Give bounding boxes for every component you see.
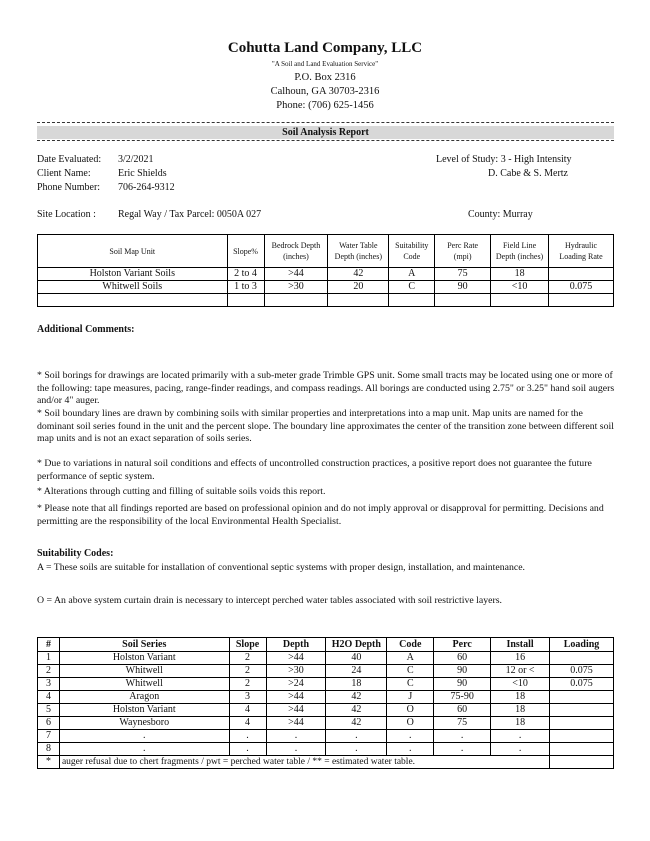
comment-item: * Due to variations in natural soil conditions and effects of uncontrolled construction practices, a positive report does not guarantee the future performance of septic system. [37,458,592,482]
cell-h2o: 42 [326,704,387,717]
col-header-bedrock: Bedrock Depth (inches) [264,235,328,268]
cell-install: <10 [491,678,550,691]
note-mark: * [38,756,60,769]
cell-h2o: 24 [326,665,387,678]
cell-code: A [387,652,434,665]
county: County: Murray [468,209,533,220]
table-row [38,678,614,691]
cell-perc: 90 [434,665,491,678]
cell-perc: 60 [434,652,491,665]
divider [37,122,614,123]
cell-install: 18 [491,717,550,730]
col-header-field-line: Field Line Depth (inches) [491,235,549,268]
cell-h2o: 18 [326,678,387,691]
cell-series: . [59,730,229,743]
comments-heading: Additional Comments: [37,324,135,335]
cell-perc: 75 [434,717,491,730]
col-header-install: Install [491,638,550,652]
cell-h2o: . [326,743,387,756]
cell-code: C [389,281,435,294]
phone-value: 706-264-9312 [118,182,175,193]
comment-item: * Alterations through cutting and filling of suitable soils voids this report. [37,486,326,497]
cell-unit: Whitwell Soils [38,281,228,294]
cell-loading [550,704,614,717]
table-header-row [38,235,614,268]
client-label: Client Name: [37,168,91,179]
col-header-hydraulic: Hydraulic Loading Rate [549,235,614,268]
cell-loading: 0.075 [550,678,614,691]
cell-h2o: 40 [326,652,387,665]
table-row [38,281,614,294]
divider [37,140,614,141]
cell-loading [549,268,614,281]
cell-series: Waynesboro [59,717,229,730]
col-header-water-table: Water Table Depth (inches) [328,235,389,268]
table-row [38,717,614,730]
cell-install: 12 or < [491,665,550,678]
cell-water: 20 [328,281,389,294]
cell-depth: >44 [266,717,326,730]
cell-h2o: . [326,730,387,743]
cell-slope: 4 [229,704,266,717]
client-value: Eric Shields [118,168,167,179]
cell-install: . [491,730,550,743]
level-of-study: Level of Study: 3 - High Intensity [436,154,572,165]
cell-install: . [491,743,550,756]
cell-num: 1 [38,652,60,665]
cell-series: . [59,743,229,756]
date-label: Date Evaluated: [37,154,102,165]
col-header-num: # [38,638,60,652]
comment-item: * Soil boundary lines are drawn by combining soils with similar properties and interpretations into a map unit. Map units are named for the dominant soil series found in the unit and the percent slope. The boundary line approximates the center of the transition zone between different soil map units and is not an exact separation of soils series. [37,408,614,444]
col-header-unit: Soil Map Unit [38,235,228,268]
table-row [38,665,614,678]
cell-loading [550,652,614,665]
cell-loading [550,691,614,704]
cell-perc: 90 [434,678,491,691]
cell-h2o: 42 [326,691,387,704]
cell-field: 18 [491,268,549,281]
cell-loading [550,717,614,730]
cell-perc: 60 [434,704,491,717]
col-header-series: Soil Series [59,638,229,652]
address-line-2: Calhoun, GA 30703-2316 [270,86,380,97]
cell-num: 2 [38,665,60,678]
cell-depth: . [266,730,326,743]
cell-code: O [387,704,434,717]
cell-num: 3 [38,678,60,691]
cell-loading: 0.075 [549,281,614,294]
table-row [38,730,614,743]
cell-depth: >30 [266,665,326,678]
cell-perc: 90 [435,281,491,294]
suitability-code-a: A = These soils are suitable for installation of conventional septic systems with proper design, installation, and maintenance. [37,562,526,573]
cell-code: C [387,665,434,678]
cell-loading: 0.075 [550,665,614,678]
cell-slope: 2 [229,652,266,665]
table-row [38,268,614,281]
date-value: 3/2/2021 [118,154,154,165]
cell-series: Holston Variant [59,704,229,717]
cell-install: 16 [491,652,550,665]
cell-num: 4 [38,691,60,704]
suitability-code-o: O = An above system curtain drain is necessary to intercept perched water tables associated with soil restrictive layers. [37,595,503,606]
cell-code: O [387,717,434,730]
cell-series: Aragon [59,691,229,704]
cell-loading [550,730,614,743]
cell-h2o: 42 [326,717,387,730]
col-header-perc: Perc [434,638,491,652]
cell-code: J [387,691,434,704]
cell-num: 5 [38,704,60,717]
cell-install: 18 [491,704,550,717]
col-header-slope: Slope% [227,235,264,268]
cell-depth: >44 [266,652,326,665]
col-header-depth: Depth [266,638,326,652]
cell-perc: 75-90 [434,691,491,704]
cell-slope: . [229,730,266,743]
site-label: Site Location : [37,209,96,220]
cell-slope: . [229,743,266,756]
suitability-heading: Suitability Codes: [37,548,114,559]
company-phone: Phone: (706) 625-1456 [276,100,374,111]
col-header-loading: Loading [550,638,614,652]
table-row [38,691,614,704]
table-note-row [38,756,614,769]
cell-depth: >44 [266,704,326,717]
cell-unit: Holston Variant Soils [38,268,228,281]
cell-code: A [389,268,435,281]
cell-install: 18 [491,691,550,704]
comment-item: * Please note that all findings reported are based on professional opinion and do not imply approval or disapproval for permitting. Decisions and permitting are the responsibility of the local Environmental Health Specialist. [37,503,604,527]
table-row [38,652,614,665]
report-title: Soil Analysis Report [37,126,614,139]
col-header-suitability: Suitability Code [389,235,435,268]
cell-num: 6 [38,717,60,730]
cell-series: Whitwell [59,678,229,691]
cell-depth: >24 [266,678,326,691]
evaluators: D. Cabe & S. Mertz [488,168,568,179]
col-header-perc: Perc Rate (mpi) [435,235,491,268]
cell-code: C [387,678,434,691]
cell-slope: 2 [229,678,266,691]
soil-map-unit-table [37,234,614,307]
cell-depth: . [266,743,326,756]
cell-num: 8 [38,743,60,756]
table-note: auger refusal due to chert fragments / pwt = perched water table / ** = estimated water table. [59,756,549,769]
col-header-h2o-depth: H2O Depth [326,638,387,652]
table-header-row [38,638,614,652]
cell-code: . [387,730,434,743]
comment-item: * Soil borings for drawings are located primarily with a sub-meter grade Trimble GPS unit. Some small tracts may be located using one or more of the following: tape measures, pacing, range-finder readings, and compass readings. All borings are conducted using 2.75" or 3.25" hand soil augers and/or 4" auger. [37,370,615,406]
cell-depth: >44 [266,691,326,704]
cell-slope: 4 [229,717,266,730]
site-value: Regal Way / Tax Parcel: 0050A 027 [118,209,262,220]
cell-perc: . [434,730,491,743]
cell-num: 7 [38,730,60,743]
cell-series: Whitwell [59,665,229,678]
cell-series: Holston Variant [59,652,229,665]
cell-code: . [387,743,434,756]
table-row [38,704,614,717]
soil-series-table [37,637,614,769]
company-tagline: "A Soil and Land Evaluation Service" [271,60,379,68]
cell-loading [550,743,614,756]
address-line-1: P.O. Box 2316 [294,72,356,83]
col-header-slope: Slope [229,638,266,652]
company-name: Cohutta Land Company, LLC [227,40,423,56]
cell-slope: 3 [229,691,266,704]
cell-bedrock: >30 [264,281,328,294]
cell-slope: 2 [229,665,266,678]
phone-label: Phone Number: [37,182,101,193]
table-row [38,743,614,756]
table-row-empty [38,294,614,307]
cell-water: 42 [328,268,389,281]
cell-bedrock: >44 [264,268,328,281]
cell-perc: . [434,743,491,756]
cell-perc: 75 [435,268,491,281]
cell-field: <10 [491,281,549,294]
cell-slope: 2 to 4 [227,268,264,281]
cell-slope: 1 to 3 [227,281,264,294]
col-header-code: Code [387,638,434,652]
